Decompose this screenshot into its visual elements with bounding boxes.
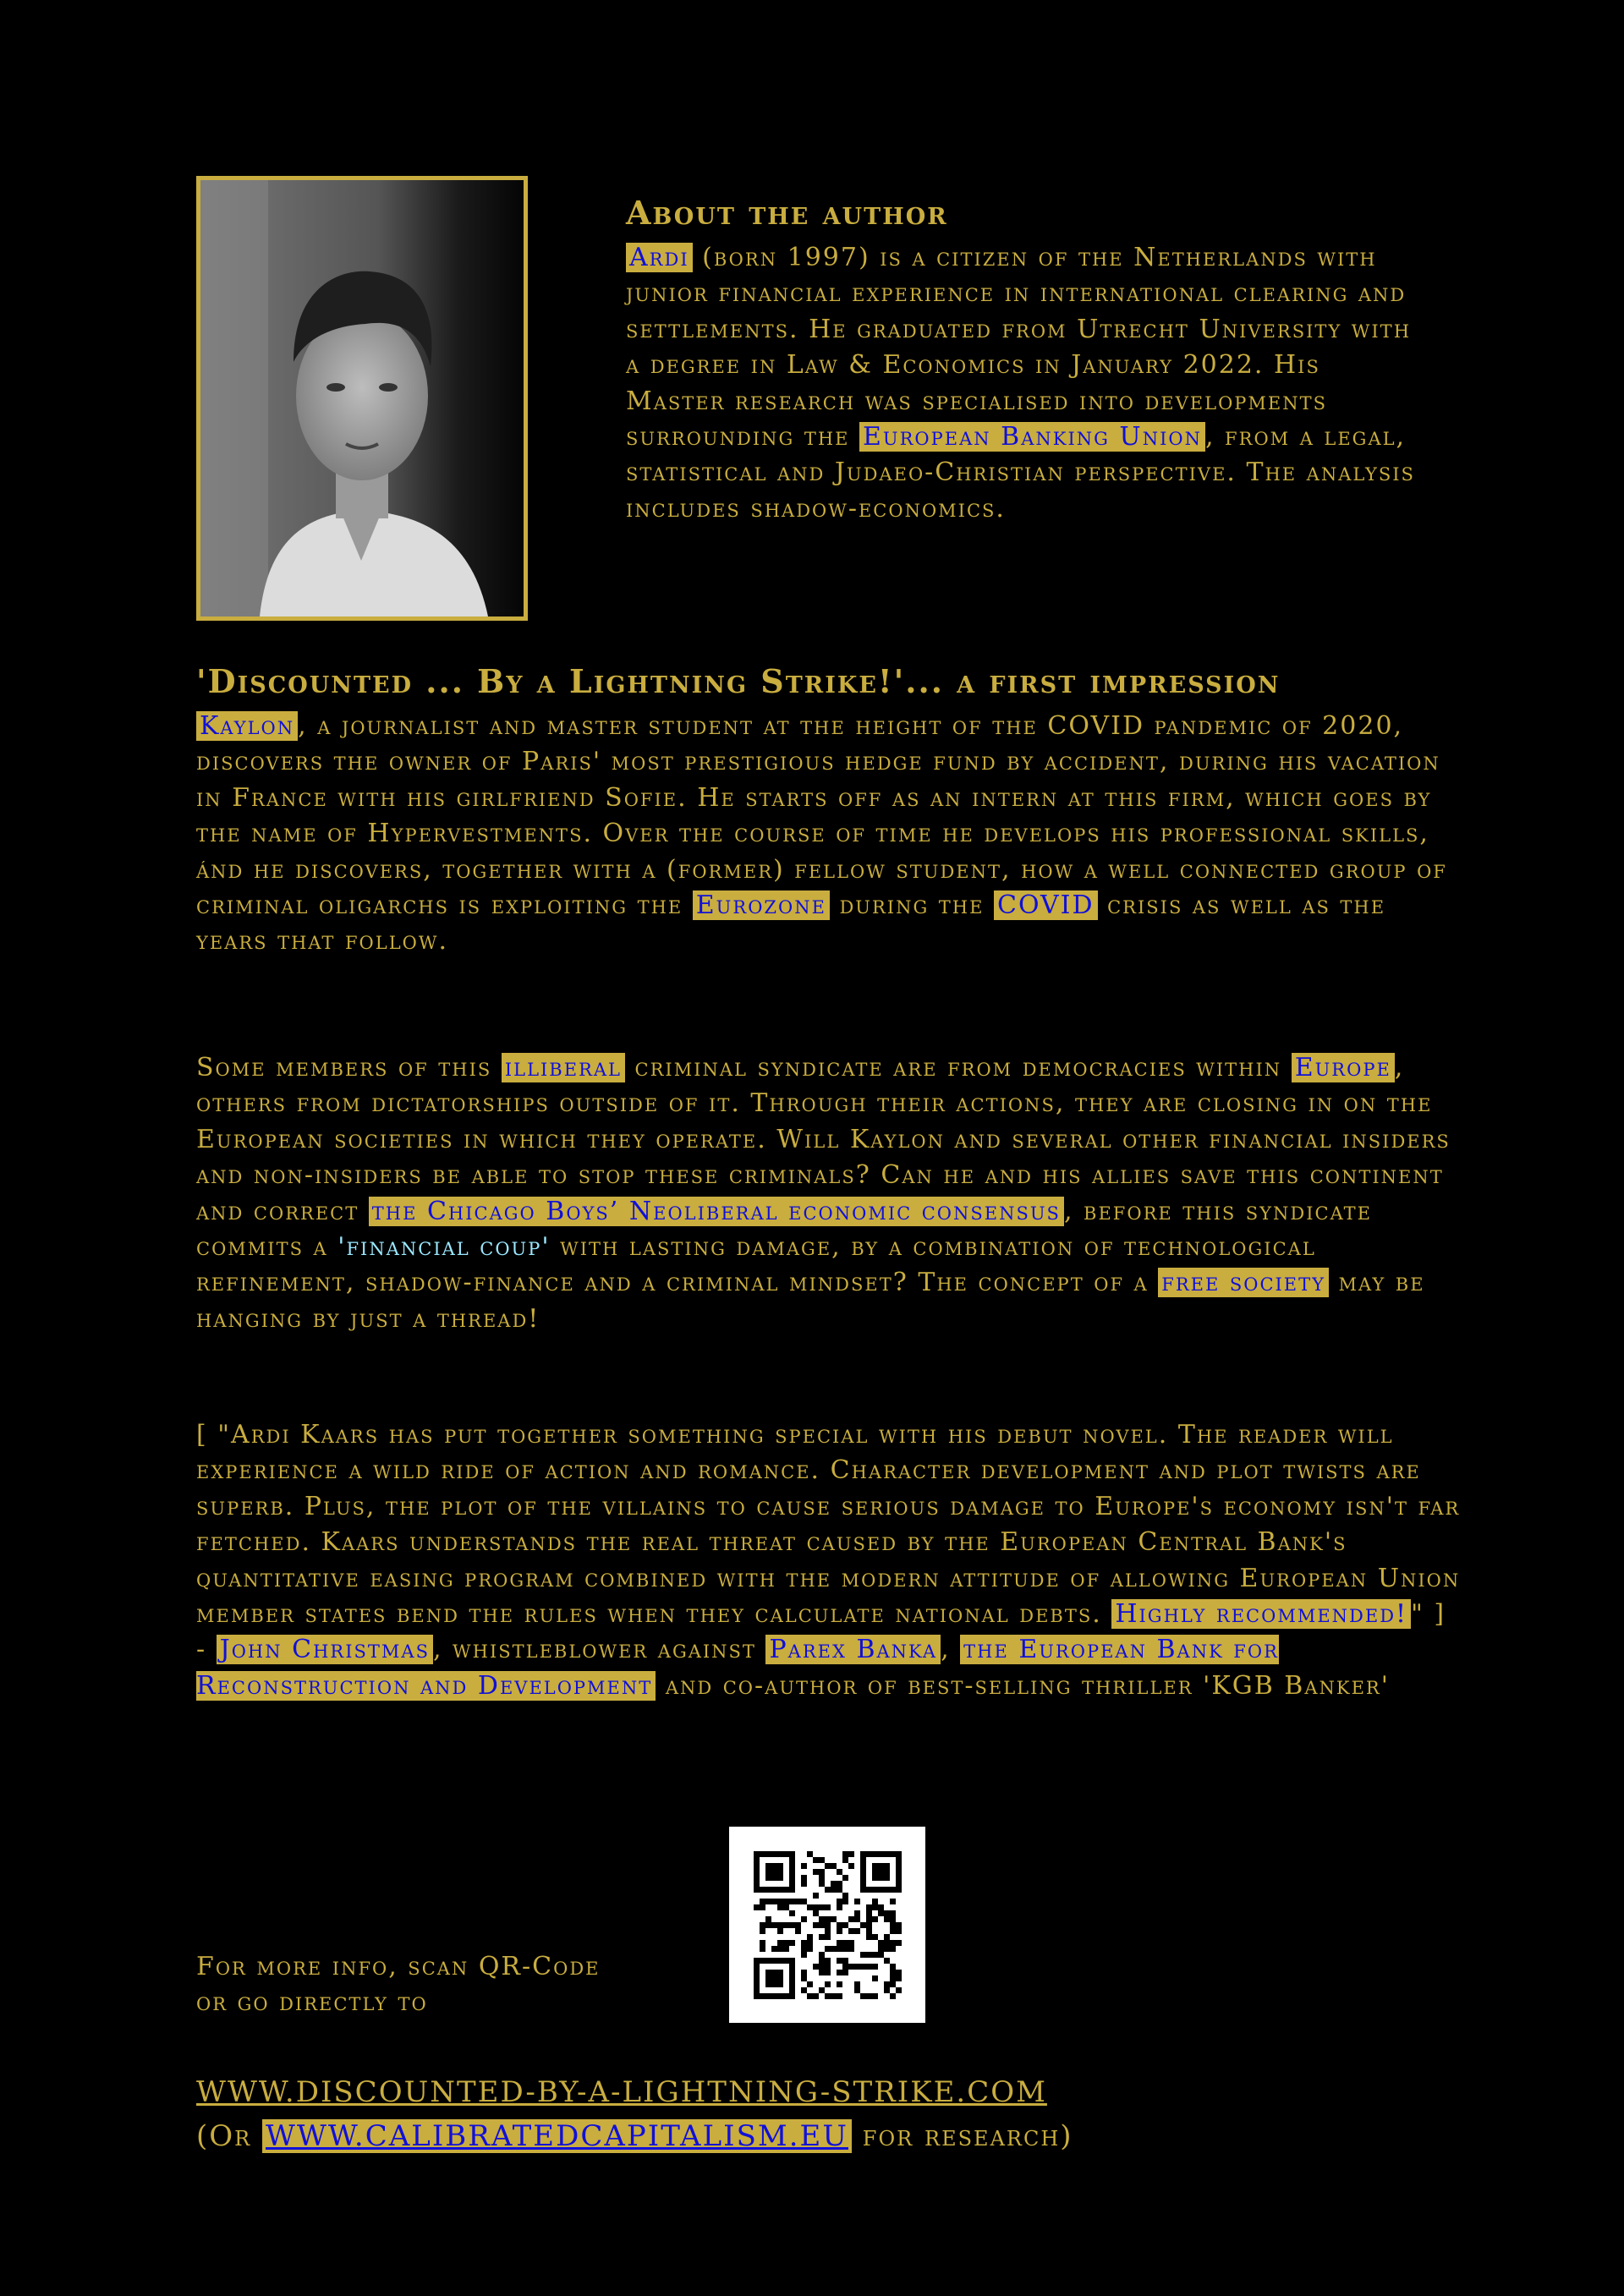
or-open-text: (Or	[196, 2119, 263, 2153]
impression-text-c: crisis as well as the years that follow.	[196, 890, 1386, 956]
qr-code-pattern	[729, 1827, 925, 2023]
or-close-text: for research)	[852, 2119, 1073, 2153]
author-name-highlight: Ardi	[626, 243, 693, 272]
review-quote-section	[196, 1417, 1465, 1704]
about-author-section	[626, 193, 1421, 527]
covid-highlight: COVID	[994, 890, 1098, 920]
illiberal-highlight: illiberal	[502, 1053, 625, 1082]
highly-recommended-highlight: Highly recommended!	[1111, 1599, 1411, 1629]
para2-text-d: , before this syndicate commits a	[196, 1196, 1372, 1263]
parex-banka-highlight: Parex Banka	[765, 1635, 941, 1664]
impression-text-b: during the	[829, 890, 994, 921]
review-text-a: [ "Ardi Kaars has put together something special with his debut novel. The reader will experience a wild ride of action and romance. Character development and plot twists are superb. Plus, the plot of the villains to cause serious damage to Europe's economy isn't far fetched. Kaars understands the real threat caused by the European Central Bank's quantitative easing program combined with the modern attitude of allowing European Union member states bend the rules when they calculate national debts.	[196, 1420, 1461, 1630]
ebrd-highlight: the European Bank for Reconstruction and Development	[196, 1635, 1279, 1701]
author-photo	[196, 176, 528, 621]
footer-links	[196, 2070, 1465, 2158]
european-banking-union-highlight: European Banking Union	[859, 422, 1205, 452]
syndicate-paragraph	[196, 1050, 1465, 1337]
first-impression-section	[196, 661, 1465, 960]
para2-text-e: with lasting damage, by a combination of technological refinement, shadow-finance and a criminal mindset? The concept of a	[196, 1232, 1316, 1298]
research-link[interactable]: WWW.CALIBRATEDCAPITALISM.EU	[262, 2119, 852, 2153]
review-text-d: ,	[941, 1635, 961, 1665]
site-link[interactable]: WWW.DISCOUNTED-BY-A-LIGHTNING-STRIKE.COM	[196, 2075, 1047, 2109]
more-info-line-1: For more info, scan QR-Code	[196, 1952, 601, 1981]
europe-highlight: Europe	[1292, 1053, 1395, 1082]
author-bio	[626, 240, 1421, 527]
impression-text-a: , a journalist and master student at the height of the COVID pandemic of 2020, discovers the owner of Paris' most prestigious hedge fund by accident, during his vacation in France with his girlfriend Sofie. He starts off as an intern at this firm, which goes by the name of Hypervestments. Over the course of time he develops his professional skills, ánd he discovers, together with a (former) fellow student, how a well connected group of criminal oligarchs is exploiting the	[196, 711, 1447, 921]
john-christmas-highlight: John Christmas	[217, 1635, 433, 1664]
review-text-c: , whistleblower against	[432, 1635, 766, 1665]
more-info-line-2: or go directly to	[196, 1987, 428, 2017]
free-society-highlight: free society	[1158, 1268, 1329, 1297]
qr-code[interactable]	[729, 1827, 925, 2023]
review-text-e: and co-author of best-selling thriller 'KGB Banker'	[656, 1670, 1390, 1701]
para2-text-c: , others from dictatorships outside of it. Through their actions, they are closing in on the European societies in which they operate. Will Kaylon and several other financial insiders and non-insiders be able to stop these criminals? Can he and his allies save this continent and correct	[196, 1053, 1451, 1226]
para2-text-f: may be hanging by just a thread!	[196, 1268, 1425, 1334]
chicago-boys-highlight: the Chicago Boys’ Neoliberal economic consensus	[369, 1197, 1064, 1226]
author-portrait	[200, 180, 524, 616]
para2-text-a: Some members of this	[196, 1053, 502, 1082]
footer-links-text	[196, 2070, 1465, 2158]
first-impression-heading: 'Discounted ... By a Lightning Strike!'... a first impression	[196, 662, 1281, 700]
more-info	[196, 1949, 738, 2020]
financial-coup-text: 'financial coup'	[337, 1232, 551, 1263]
first-impression-paragraph	[196, 709, 1465, 960]
syndicate-paragraph-section	[196, 1050, 1465, 1337]
kaylon-highlight: Kaylon	[196, 711, 298, 741]
review-quote	[196, 1417, 1465, 1704]
about-author-heading: About the author	[626, 194, 948, 232]
more-info-text	[196, 1949, 738, 2020]
author-bio-text-2: , from a legal, statistical and Judaeo-Christian perspective. The analysis includes shadow-economics.	[626, 422, 1415, 523]
author-bio-text-1: (born 1997) is a citizen of the Netherlands with junior financial experience in international clearing and settlements. He graduated from Utrecht University with a degree in Law & Economics in January 2022. His Master research was specialised into developments surrounding the	[626, 243, 1412, 452]
review-text-b: " ] -	[196, 1599, 1446, 1665]
para2-text-b: criminal syndicate are from democracies within	[625, 1053, 1292, 1082]
eurozone-highlight: Eurozone	[693, 890, 830, 920]
